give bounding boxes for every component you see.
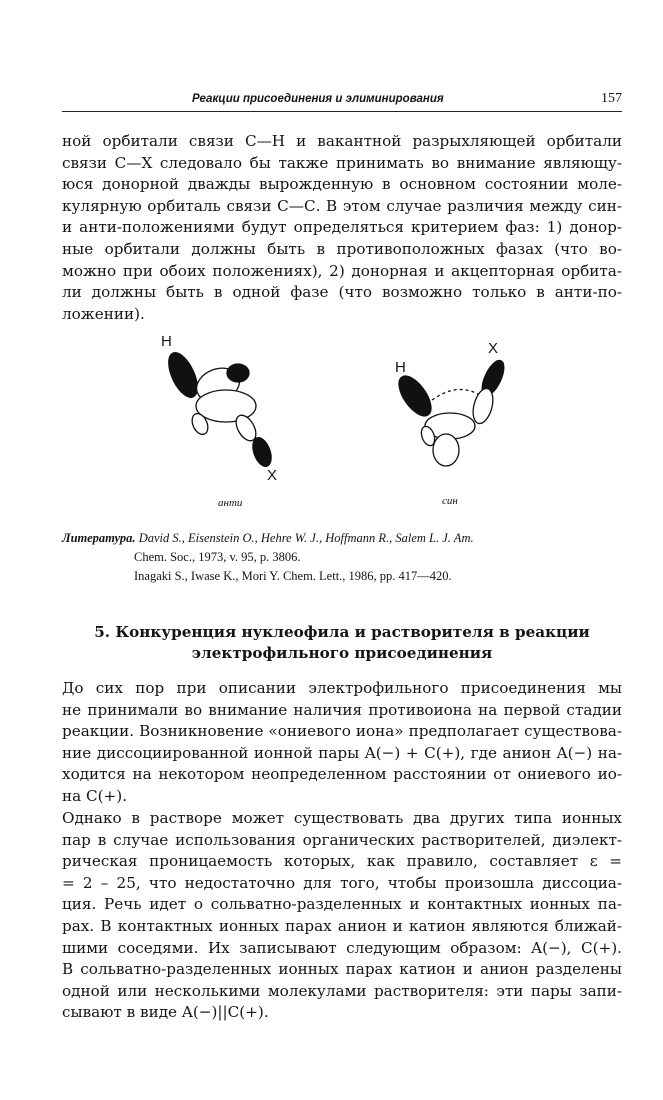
text-line: юся донорной дважды вырожденную в основном состоянии моле- bbox=[62, 175, 622, 194]
text-line: рах. В контактных ионных парах анион и катион являются ближай- bbox=[62, 916, 622, 935]
references-label: Литература. bbox=[62, 531, 136, 545]
text-line: реакции. Возникновение «ониевого иона» предполагает существова- bbox=[62, 722, 622, 741]
text-line: ложении). bbox=[62, 304, 145, 323]
section-heading bbox=[62, 622, 622, 664]
text-line: Однако в растворе может существовать два других типа ионных bbox=[62, 809, 622, 827]
paragraph-1 bbox=[62, 131, 622, 325]
text-line: ходится на некотором неопределенном расстоянии от ониевого ио- bbox=[62, 765, 622, 784]
anti-caption: анти bbox=[218, 497, 243, 509]
references bbox=[62, 529, 622, 586]
reference-1-cont: Chem. Soc., 1973, v. 95, p. 3806. bbox=[134, 550, 301, 564]
running-header bbox=[62, 91, 622, 112]
text-line: кулярную орбиталь связи С—С. В этом случае различия между син- bbox=[62, 196, 622, 215]
text-line: одной или несколькими молекулами растворителя: эти пары запи- bbox=[62, 981, 622, 1000]
text-line: = 2 – 25, что недостаточно для того, чтобы произошла диссоциа- bbox=[62, 873, 622, 892]
paragraph-3 bbox=[62, 808, 622, 1024]
text-line: ные орбитали должны быть в противоположных фазах (что во- bbox=[62, 239, 622, 258]
text-line: и анти-положениями будут определяться критерием фаз: 1) донор- bbox=[62, 218, 622, 237]
syn-atom-h: H bbox=[395, 359, 406, 376]
anti-diagram bbox=[163, 349, 275, 469]
text-line: на C(+). bbox=[62, 786, 128, 805]
reference-2: Inagaki S., Iwase K., Mori Y. Chem. Lett., 1986, pp. 417—420. bbox=[134, 569, 452, 583]
text-line: пар в случае использования органических растворителей, диэлект- bbox=[62, 830, 622, 849]
orbital-figure bbox=[150, 333, 510, 520]
text-line: ция. Речь идет о сольватно-разделенных и контактных ионных па- bbox=[62, 895, 622, 914]
orbital-diagram bbox=[150, 340, 510, 520]
text-line: рическая проницаемость которых, как правило, составляет ε = bbox=[62, 852, 622, 871]
page-number: 157 bbox=[601, 91, 622, 106]
text-line: связи С—X следовало бы также принимать во внимание являющу- bbox=[62, 153, 622, 172]
syn-caption: син bbox=[442, 495, 458, 507]
bottom-lobe bbox=[433, 434, 459, 466]
h-lobe-filled bbox=[393, 371, 437, 421]
text-line: шими соседями. Их записывают следующим образом: A(−), C(+). bbox=[62, 938, 622, 957]
syn-atom-x: X bbox=[488, 340, 499, 357]
section-title-line-1: 5. Конкуренция нуклеофила и растворителя в реакции bbox=[94, 623, 590, 641]
anti-atom-x: X bbox=[267, 467, 278, 484]
text-line: сывают в виде A(−)||C(+). bbox=[62, 1003, 269, 1022]
running-title: Реакции присоединения и элиминирования bbox=[192, 93, 444, 105]
anti-atom-h: H bbox=[161, 333, 172, 350]
text-line: ние диссоциированной ионной пары A(−) + C(+), где анион A(−) на- bbox=[62, 743, 622, 762]
text-line: можно при обоих положениях), 2) донорная и акцепторная орбита- bbox=[62, 261, 622, 280]
paragraph-2 bbox=[62, 678, 622, 808]
text-line: не принимали во внимание наличия противоиона на первой стадии bbox=[62, 700, 622, 719]
text-line: В сольватно-разделенных ионных парах катион и анион разделены bbox=[62, 960, 622, 979]
text-line: ли должны быть в одной фазе (что возможно только в анти-по- bbox=[62, 283, 622, 302]
text-line: ной орбитали связи С—Н и вакантной разрыхляющей орбитали bbox=[62, 132, 622, 150]
text-line: До сих пор при описании электрофильного присоединения мы bbox=[62, 679, 622, 697]
reference-1: David S., Eisenstein O., Hehre W. J., Hoffmann R., Salem L. J. Am. bbox=[138, 531, 474, 545]
section-title-line-2: электрофильного присоединения bbox=[191, 644, 493, 662]
small-lobe-filled bbox=[227, 364, 249, 382]
syn-diagram bbox=[393, 357, 508, 466]
